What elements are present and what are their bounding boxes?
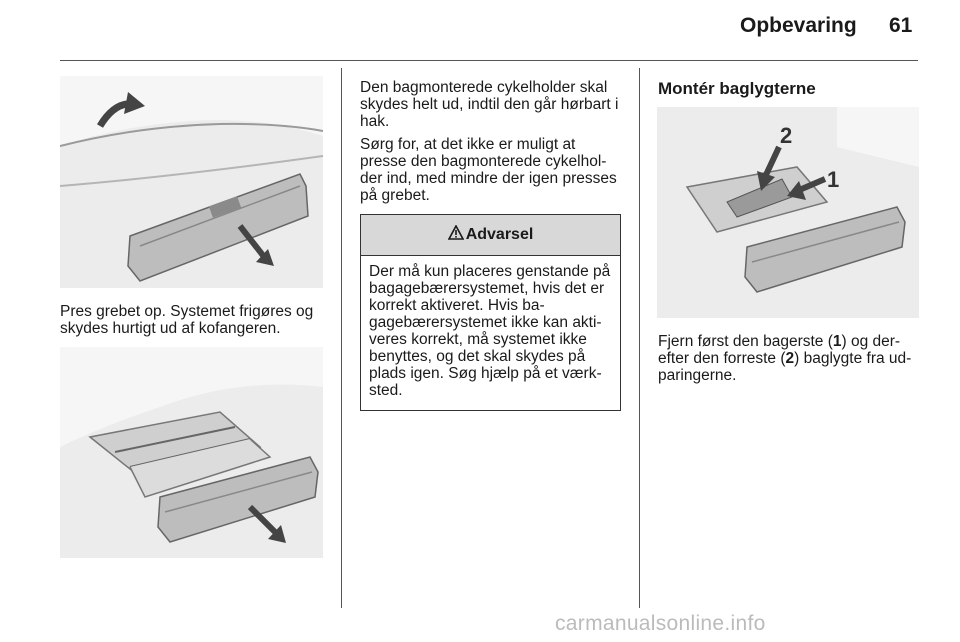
warning-body: Der må kun placeres genstande på bagagebærersystemet, hvis det er korrekt aktiveret. Hvis ba-gagebærersystemet ikke kan akti-veres korrekt, må systemet ikke benyttes, og det skal skydes på plads igen. Søg hjælp på et værk-sted.: [369, 263, 611, 399]
figure-carrier-extended: [60, 347, 323, 558]
warning-triangle-icon: [448, 225, 464, 245]
figure-label-2: 2: [780, 123, 793, 148]
bumper-release-illustration: [60, 76, 323, 288]
col3-paragraph: [658, 333, 923, 384]
col3-text-part: ) og der-efter den forreste (: [658, 333, 901, 367]
header-rule: [60, 60, 918, 61]
figure-bumper-release: [60, 76, 323, 288]
carrier-extended-illustration: [60, 347, 323, 558]
section-title: Montér baglygterne: [658, 79, 816, 98]
col3-text-part: Fjern først den bagerste (: [658, 333, 833, 350]
warning-title: Advarsel: [465, 226, 534, 243]
reference-number-2: 2: [785, 350, 795, 367]
column-divider: [341, 68, 342, 608]
warning-header: [361, 215, 620, 256]
reference-number-1: 1: [832, 333, 842, 350]
warning-box: [360, 214, 621, 411]
col2-paragraph-2: Sørg for, at det ikke er muligt at presse den bagmonterede cykelhol-der ind, med mindre der igen presses på grebet.: [360, 136, 617, 204]
page-title: Opbevaring: [740, 14, 857, 37]
figure-tail-lights: [657, 107, 919, 318]
col2-text: [360, 79, 625, 210]
col3-text-part: ) baglygte fra ud-paringerne.: [658, 350, 912, 384]
column-divider: [639, 68, 640, 608]
col1-paragraph: Pres grebet op. Systemet frigøres og skydes hurtigt ud af kofangeren.: [60, 303, 314, 337]
col2-paragraph-1: Den bagmonterede cykelholder skal skydes helt ud, indtil den går hørbart i hak.: [360, 79, 619, 130]
tail-lights-illustration: [657, 107, 919, 318]
figure-label-1: 1: [827, 167, 840, 192]
watermark: carmanualsonline.info: [555, 612, 766, 635]
page-number: 61: [889, 14, 913, 37]
